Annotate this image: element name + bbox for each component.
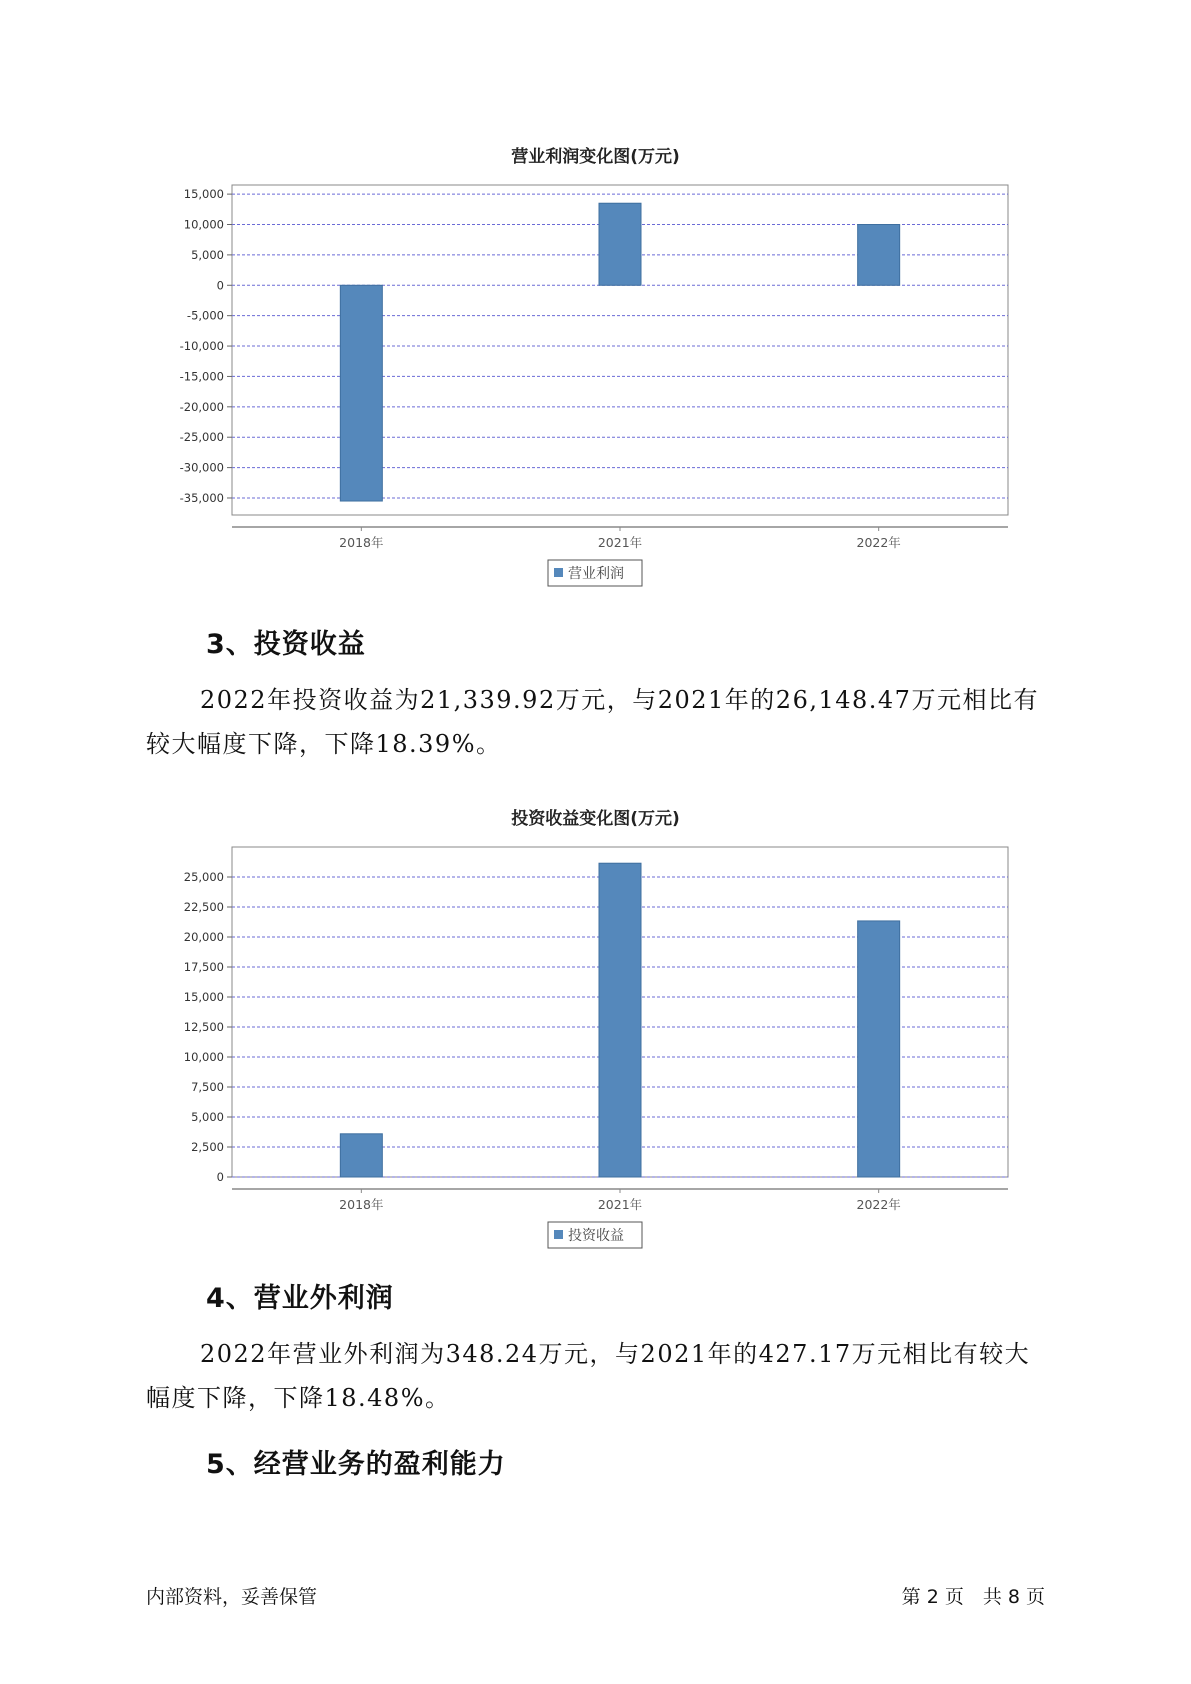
chart2-y-tick-label: 5,000 bbox=[191, 1110, 224, 1124]
chart1-y-tick-label: 0 bbox=[216, 278, 224, 293]
chart2-bar-1 bbox=[340, 1134, 382, 1177]
chart2-y-tick-label: 25,000 bbox=[183, 870, 224, 884]
chart1-y-tick-label: -35,000 bbox=[179, 490, 224, 505]
chart2-x-tick-label: 2018年 bbox=[339, 1197, 384, 1212]
chart2-y-tick-label: 7,500 bbox=[191, 1080, 224, 1094]
operating-profit-chart bbox=[0, 170, 1191, 590]
chart2-title: 投资收益变化图(万元) bbox=[511, 809, 680, 829]
footer-confidential-note: 内部资料，妥善保管 bbox=[146, 1586, 318, 1608]
chart1-y-tick-label: -20,000 bbox=[179, 399, 224, 414]
chart1-y-tick-label: 15,000 bbox=[183, 187, 224, 202]
chart1-y-tick-label: -15,000 bbox=[179, 369, 224, 384]
chart2-y-tick-label: 22,500 bbox=[183, 900, 224, 914]
chart1-bar-1 bbox=[340, 285, 382, 501]
section5-heading: 5、经营业务的盈利能力 bbox=[206, 1449, 506, 1480]
chart2-y-tick-label: 10,000 bbox=[183, 1050, 224, 1064]
chart1-bar-2 bbox=[599, 203, 641, 285]
chart2-bar-3 bbox=[858, 921, 900, 1177]
chart2-x-tick-label: 2021年 bbox=[597, 1197, 643, 1212]
chart2-y-tick-label: 2,500 bbox=[191, 1140, 224, 1154]
chart1-y-tick-label: 10,000 bbox=[183, 217, 224, 232]
chart2-y-tick-label: 15,000 bbox=[183, 990, 224, 1004]
chart1-legend-label: 营业利润 bbox=[568, 566, 624, 582]
chart1-x-tick-label: 2022年 bbox=[856, 535, 901, 550]
chart1-x-tick-label: 2021年 bbox=[597, 535, 643, 550]
chart1-y-tick-label: -10,000 bbox=[179, 339, 224, 354]
chart2-y-tick-label: 20,000 bbox=[183, 930, 224, 944]
chart1-title: 营业利润变化图(万元) bbox=[511, 147, 680, 167]
chart2-bar-2 bbox=[599, 863, 641, 1177]
chart2-legend-label: 投资收益 bbox=[568, 1228, 624, 1244]
chart1-y-tick-label: 5,000 bbox=[191, 247, 224, 262]
chart1-y-tick-label: -30,000 bbox=[179, 460, 224, 475]
chart1-y-tick-label: -25,000 bbox=[179, 430, 224, 445]
chart2-y-tick-label: 0 bbox=[216, 1170, 224, 1184]
chart1-bar-3 bbox=[858, 225, 900, 286]
chart1-y-tick-label: -5,000 bbox=[186, 308, 224, 323]
footer-page-number: 第 2 页 共 8 页 bbox=[901, 1586, 1045, 1608]
investment-income-chart bbox=[0, 832, 1191, 1252]
section3-heading: 3、投资收益 bbox=[206, 629, 366, 660]
chart1-x-tick-label: 2018年 bbox=[339, 535, 384, 550]
section4-paragraph: 2022年营业外利润为348.24万元，与2021年的427.17万元相比有较大幅度下降，下降18.48%。 bbox=[146, 1340, 1031, 1412]
section4-heading: 4、营业外利润 bbox=[206, 1283, 394, 1314]
chart1-legend-swatch bbox=[554, 568, 563, 577]
chart2-legend-swatch bbox=[554, 1230, 563, 1239]
chart2-y-tick-label: 12,500 bbox=[183, 1020, 224, 1034]
chart2-x-tick-label: 2022年 bbox=[856, 1197, 901, 1212]
chart2-y-tick-label: 17,500 bbox=[183, 960, 224, 974]
section3-paragraph: 2022年投资收益为21,339.92万元，与2021年的26,148.47万元相比有较大幅度下降，下降18.39%。 bbox=[146, 686, 1039, 758]
